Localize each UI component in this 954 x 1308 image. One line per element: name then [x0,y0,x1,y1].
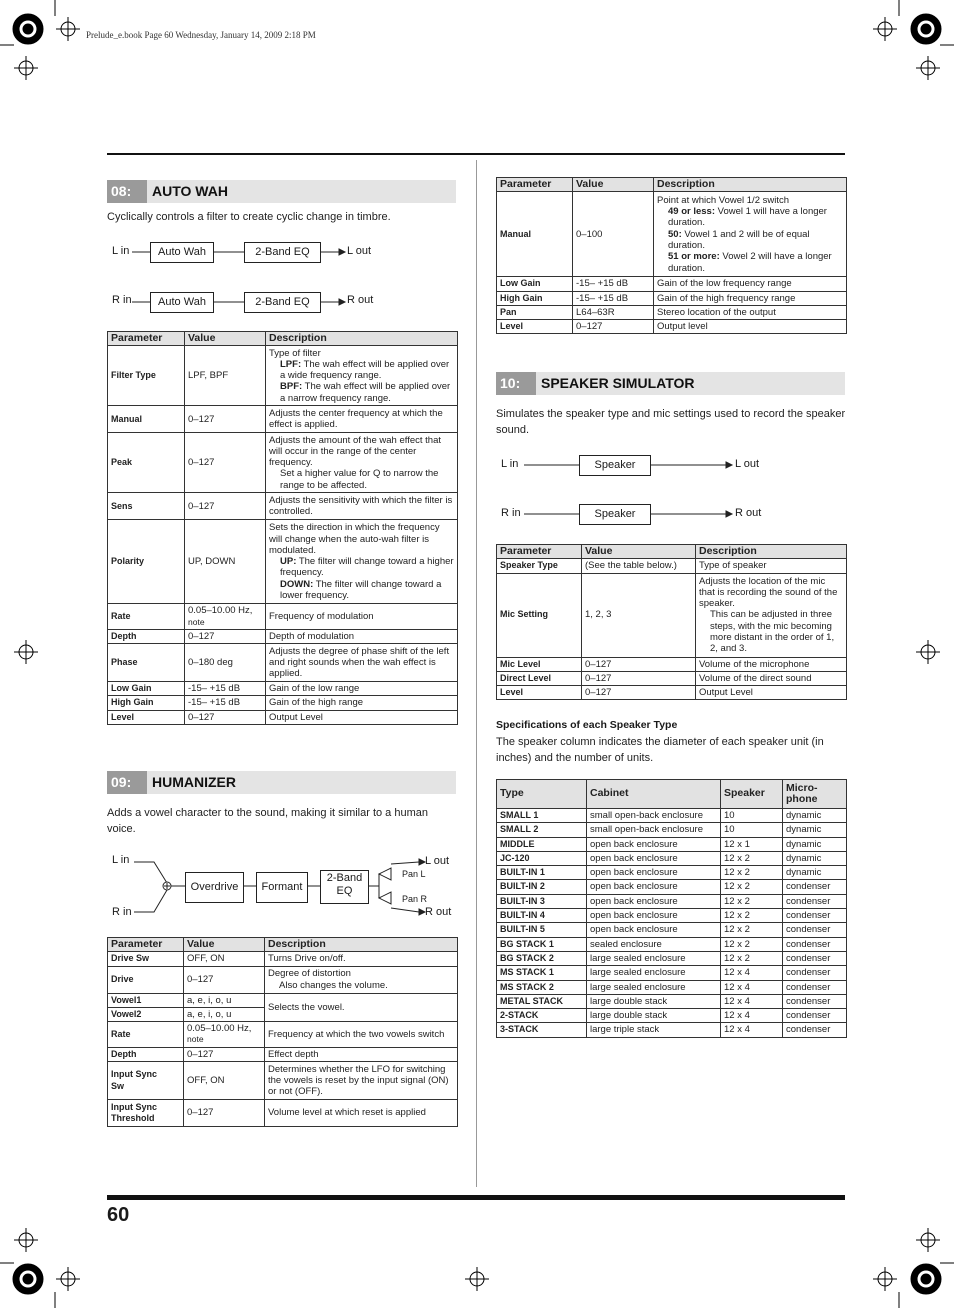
table-row: 3-STACK large triple stack 12 x 4 condenser [497,1023,847,1037]
auto-wah-diagram [107,240,457,315]
speaker-sim-description: Simulates the speaker type and mic settings used to record the speaker sound. [496,408,846,436]
section-number: 09: [107,771,147,794]
table-row: MS STACK 1 large sealed enclosure 12 x 4 condenser [497,966,847,980]
table-row: Sens 0–127 Adjusts the sensitivity with which the filter is controlled. [108,493,458,520]
r-in-label: R in [112,294,132,306]
starburst-icon [13,1264,43,1294]
auto-wah-block: Auto Wah [150,242,214,263]
section-title: AUTO WAH [152,183,228,199]
l-out-label: L out [347,245,372,257]
table-row: Level 0–127 Output Level [497,686,847,700]
table-row: Speaker Type (See the table below.) Type of speaker [497,559,847,573]
file-info-header: Prelude_e.book Page 60 Wednesday, January 14, 2009 2:18 PM [86,30,316,40]
table-row: SMALL 1 small open-back enclosure 10 dynamic [497,809,847,823]
table-row: Level 0–127 Output Level [108,710,458,724]
starburst-icon [911,14,941,44]
table-row: BUILT-IN 3 open back enclosure 12 x 2 condenser [497,894,847,908]
table-row: SMALL 2 small open-back enclosure 10 dynamic [497,823,847,837]
table-row: Input Sync Sw OFF, ON Determines whether the LFO for switching the vowels is reset by the input signal (ON) or not (OFF). [108,1062,458,1100]
page-number: 60 [107,1204,130,1226]
speaker-sim-diagram [496,452,846,527]
starburst-icon [13,14,43,44]
table-row: BUILT-IN 1 open back enclosure 12 x 2 dynamic [497,866,847,880]
humanizer-continued-table: Parameter Value Description Manual 0–100 Point at which Vowel 1/2 switch 49 or less: Vowel 1 will have a longer duration. 50: Vowel 1 and 2 will be of equal duration. 51 or more: Vowel 2 will have a longer duration. Low Gain -15– +15 dB Gain of the low frequency range High Gain -15– +15 dB Gain of the high frequency range Pan L64–63R Stereo location of the output Level 0–127 Output level [496,177,847,334]
table-row: 2-STACK large double stack 12 x 4 condenser [497,1009,847,1023]
pan-r-label: Pan R [402,894,428,904]
table-row: Manual 0–100 Point at which Vowel 1/2 switch 49 or less: Vowel 1 will have a longer duration. 50: Vowel 1 and 2 will be of equal duration. 51 or more: Vowel 2 will have a longer duration. [497,192,847,277]
r-in-label: R in [501,507,521,519]
table-row: High Gain -15– +15 dB Gain of the high range [108,696,458,710]
auto-wah-description: Cyclically controls a filter to create cyclic change in timbre. [107,211,391,223]
section-number: 10: [496,372,536,395]
table-row: BG STACK 2 large sealed enclosure 12 x 2 condenser [497,951,847,965]
table-row: BUILT-IN 5 open back enclosure 12 x 2 condenser [497,923,847,937]
section-header-speaker-simulator [496,372,845,395]
table-row: Direct Level 0–127 Volume of the direct sound [497,671,847,685]
table-row: MIDDLE open back enclosure 12 x 1 dynamic [497,837,847,851]
speaker-block: Speaker [579,455,651,476]
table-row: Level 0–127 Output level [497,320,847,334]
formant-block: Formant [256,872,308,903]
table-row: BG STACK 1 sealed enclosure 12 x 2 condenser [497,937,847,951]
spec-text: The speaker column indicates the diameter of each speaker unit (in inches) and the number of units. [496,736,824,764]
humanizer-description: Adds a vowel character to the sound, making it similar to a human voice. [107,807,428,835]
table-row: Depth 0–127 Effect depth [108,1047,458,1061]
table-row: Rate 0.05–10.00 Hz, note Frequency at which the two vowels switch [108,1022,458,1048]
table-row: Mic Setting 1, 2, 3 Adjusts the location of the mic that is recording the sound of the speaker. This can be adjusted in three steps, with the mic becoming more distant in the order of 1, 2, and 3. [497,573,847,657]
eq-block: 2-Band EQ [320,870,369,904]
bottom-rule [107,1195,845,1200]
section-title: HUMANIZER [152,774,236,790]
table-row: Drive 0–127 Degree of distortion Also changes the volume. [108,966,458,993]
table-row: Pan L64–63R Stereo location of the output [497,305,847,319]
table-row: MS STACK 2 large sealed enclosure 12 x 4 condenser [497,980,847,994]
table-row: High Gain -15– +15 dB Gain of the high frequency range [497,291,847,305]
r-out-label: R out [347,294,374,306]
table-row: Drive Sw OFF, ON Turns Drive on/off. [108,952,458,966]
table-row: Input Sync Threshold 0–127 Volume level at which reset is applied [108,1100,458,1127]
section-title: SPEAKER SIMULATOR [541,375,695,391]
speaker-block: Speaker [579,504,651,525]
l-in-label: L in [112,245,130,257]
auto-wah-block: Auto Wah [150,292,214,313]
table-row: Depth 0–127 Depth of modulation [108,629,458,643]
auto-wah-param-table: Parameter Value Description Filter Type LPF, BPF Type of filter LPF: The wah effect will be applied over a wide frequency range. BPF: The wah effect will be applied over a narrow frequency range. Manual 0–127 Adjusts the center frequency at which the effect is applied. Peak 0–127 Adjusts the amount of the wah effect that will occur in the range of the center frequency. Set a higher value for Q to narrow the range to be affected. Sens 0–127 Adjusts the sensitivity with which the filter is controlled. Polarity UP, DOWN Sets the direction in which the frequency will change when the auto-wah filter is modulated. UP: The filter will change toward a higher frequency. DOWN: The filter will change toward a lower frequency. Rate 0.05–10.00 Hz, note Frequency of modulation Depth 0–127 Depth of modulation Phase 0–180 deg Adjusts the degree of phase shift of the left and right sounds when the wah effect is applied. Low Gain -15– +15 dB Gain of the low range High Gain -15– +15 dB Gain of the high range Level 0–127 Output Level [107,331,458,725]
table-row: Vowel2 a, e, i, o, u [108,1007,458,1021]
table-row: Vowel1 a, e, i, o, u Selects the vowel. [108,993,458,1007]
l-out-label: L out [735,458,760,470]
l-out-label: L out [425,855,450,867]
l-in-label: L in [112,854,130,866]
r-out-label: R out [735,507,762,519]
table-row: Filter Type LPF, BPF Type of filter LPF: The wah effect will be applied over a wide frequency range. BPF: The wah effect will be applied over a narrow frequency range. [108,346,458,406]
speaker-sim-param-table: Parameter Value Description Speaker Type (See the table below.) Type of speaker Mic Setting 1, 2, 3 Adjusts the location of the mic that is recording the sound of the speaker. This can be adjusted in three steps, with the mic becoming more distant in the order of 1, 2, and 3. Mic Level 0–127 Volume of the microphone Direct Level 0–127 Volume of the direct sound Level 0–127 Output Level [496,544,847,700]
humanizer-param-table: Parameter Value Description Drive Sw OFF, ON Turns Drive on/off. Drive 0–127 Degree of distortion Also changes the volume. Vowel1 a, e, i, o, u Selects the vowel. Vowel2 a, e, i, o, u Rate 0.05–10.00 Hz, note Frequency at which the two vowels switch Depth 0–127 Effect depth Input Sync Sw OFF, ON Determines whether the LFO for switching the vowels is reset by the input signal (ON) or not (OFF). Input Sync Threshold 0–127 Volume level at which reset is applied [107,937,458,1127]
table-row: BUILT-IN 2 open back enclosure 12 x 2 condenser [497,880,847,894]
spec-heading: Specifications of each Speaker Type [496,719,678,731]
table-row: JC-120 open back enclosure 12 x 2 dynamic [497,851,847,865]
eq-block: 2-Band EQ [244,242,321,263]
table-row: Low Gain -15– +15 dB Gain of the low range [108,682,458,696]
section-number: 08: [107,180,147,203]
r-out-label: R out [425,906,452,918]
table-row: Peak 0–127 Adjusts the amount of the wah effect that will occur in the range of the center frequency. Set a higher value for Q to narrow the range to be affected. [108,433,458,493]
table-row: Manual 0–127 Adjusts the center frequency at which the effect is applied. [108,406,458,433]
overdrive-block: Overdrive [185,872,244,903]
table-row: BUILT-IN 4 open back enclosure 12 x 2 condenser [497,909,847,923]
section-header-humanizer [107,771,456,794]
eq-block: 2-Band EQ [244,292,321,313]
pan-l-label: Pan L [402,869,426,879]
starburst-icon [911,1264,941,1294]
table-row: Low Gain -15– +15 dB Gain of the low frequency range [497,277,847,291]
speaker-types-table: Type Cabinet Speaker Micro- phone SMALL 1 small open-back enclosure 10 dynamic SMALL 2 small open-back enclosure 10 dynamic MIDDLE open back enclosure 12 x 1 dynamic JC-120 open back enclosure 12 x 2 dynamic BUILT-IN 1 open back enclosure 12 x 2 dynamic BUILT-IN 2 open back enclosure 12 x 2 condenser BUILT-IN 3 open back enclosure 12 x 2 condenser BUILT-IN 4 open back enclosure 12 x 2 condenser BUILT-IN 5 open back enclosure 12 x 2 condenser BG STACK 1 sealed enclosure 12 x 2 condenser BG STACK 2 large sealed enclosure 12 x 2 condenser MS STACK 1 large sealed enclosure 12 x 4 condenser MS STACK 2 large sealed enclosure 12 x 4 condenser METAL STACK large double stack 12 x 4 condenser 2-STACK large double stack 12 x 4 condenser 3-STACK large triple stack 12 x 4 condenser [496,779,847,1038]
humanizer-diagram [107,850,457,922]
section-header-auto-wah [107,180,456,203]
r-in-label: R in [112,906,132,918]
table-row: Polarity UP, DOWN Sets the direction in which the frequency will change when the auto-wah filter is modulated. UP: The filter will change toward a higher frequency. DOWN: The filter will change toward a lower frequency. [108,520,458,604]
table-row: Phase 0–180 deg Adjusts the degree of phase shift of the left and right sounds when the wah effect is applied. [108,644,458,682]
table-row: Rate 0.05–10.00 Hz, note Frequency of modulation [108,604,458,630]
column-divider [476,160,477,1187]
l-in-label: L in [501,458,519,470]
table-row: Mic Level 0–127 Volume of the microphone [497,657,847,671]
top-rule [107,153,845,155]
table-row: METAL STACK large double stack 12 x 4 condenser [497,994,847,1008]
